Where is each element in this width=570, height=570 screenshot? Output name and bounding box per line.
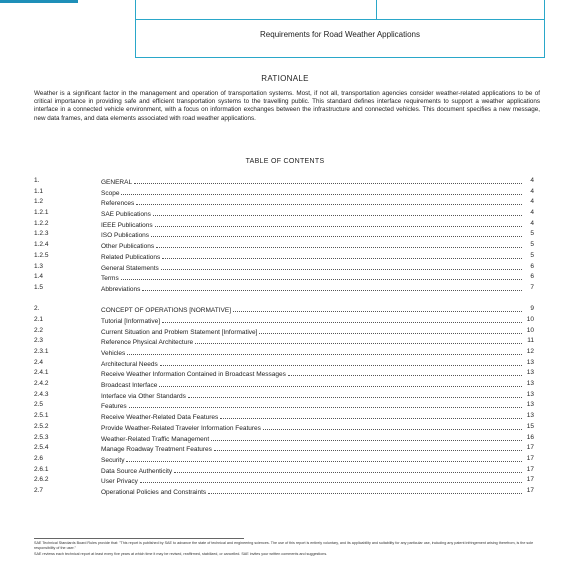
- toc-entry-leader: [101, 187, 522, 198]
- toc-entry-number: 2.6: [34, 454, 44, 462]
- footer-notice: [34, 541, 540, 558]
- toc-dot-leader: [160, 358, 522, 366]
- toc-entry-title: Operational Policies and Constraints: [101, 488, 207, 497]
- toc-dot-leader: [208, 486, 522, 494]
- toc-entry-number: 2.6.1: [34, 465, 49, 473]
- table-of-contents: [34, 176, 534, 497]
- toc-entry-leader: [101, 390, 522, 401]
- toc-dot-leader: [140, 475, 522, 483]
- toc-entry[interactable]: [34, 347, 534, 358]
- toc-entry[interactable]: [34, 433, 534, 444]
- toc-entry-number: 2.5.4: [34, 444, 49, 452]
- toc-entry-leader: [101, 433, 522, 444]
- toc-entry-number: 2.1: [34, 315, 44, 323]
- toc-entry-leader: [101, 443, 522, 454]
- toc-entry-title: Security: [101, 456, 125, 465]
- toc-entry-title: Features: [101, 402, 128, 411]
- toc-entry-title: ISO Publications: [101, 231, 150, 240]
- toc-entry-title: Other Publications: [101, 242, 155, 251]
- toc-entry-page: 13: [526, 412, 534, 420]
- toc-dot-leader: [195, 336, 522, 344]
- toc-dot-leader: [126, 454, 522, 462]
- toc-entry[interactable]: [34, 219, 534, 230]
- toc-entry-number: 2.2: [34, 326, 44, 334]
- toc-entry-title: Manage Roadway Treatment Features: [101, 445, 213, 454]
- toc-dot-leader: [161, 262, 522, 270]
- toc-dot-leader: [162, 251, 522, 259]
- toc-entry-page: 5: [530, 230, 534, 238]
- toc-entry-title: Tutorial [Informative]: [101, 317, 161, 326]
- toc-entry-number: 2.4.2: [34, 380, 49, 388]
- toc-entry-page: 17: [526, 476, 534, 484]
- toc-entry-number: 2.4.3: [34, 390, 49, 398]
- toc-entry-leader: [101, 315, 522, 326]
- toc-entry[interactable]: [34, 368, 534, 379]
- toc-entry-number: 1.1: [34, 187, 44, 195]
- toc-group-gap: [34, 294, 534, 305]
- toc-entry[interactable]: [34, 262, 534, 273]
- toc-entry-leader: [101, 336, 522, 347]
- toc-entry[interactable]: [34, 283, 534, 294]
- toc-entry[interactable]: [34, 358, 534, 369]
- toc-dot-leader: [151, 229, 522, 237]
- toc-entry-page: 17: [526, 486, 534, 494]
- toc-entry-page: 15: [526, 422, 534, 430]
- toc-entry-page: 6: [530, 262, 534, 270]
- toc-entry-leader: [101, 272, 522, 283]
- toc-dot-leader: [121, 272, 522, 280]
- toc-entry-leader: [101, 304, 522, 315]
- toc-dot-leader: [156, 240, 522, 248]
- toc-dot-leader: [153, 208, 522, 216]
- toc-entry-leader: [101, 368, 522, 379]
- toc-entry-title: User Privacy: [101, 477, 139, 486]
- toc-entry[interactable]: [34, 304, 534, 315]
- toc-entry-page: 10: [526, 315, 534, 323]
- toc-dot-leader: [263, 422, 522, 430]
- toc-dot-leader: [162, 315, 522, 323]
- toc-entry[interactable]: [34, 400, 534, 411]
- toc-dot-leader: [214, 443, 522, 451]
- toc-entry-page: 4: [530, 219, 534, 227]
- toc-entry-page: 13: [526, 390, 534, 398]
- toc-entry-page: 6: [530, 273, 534, 281]
- toc-entry-number: 1.: [34, 177, 40, 184]
- toc-entry-page: 17: [526, 444, 534, 452]
- toc-entry[interactable]: [34, 326, 534, 337]
- toc-entry-leader: [101, 283, 522, 294]
- toc-entry[interactable]: [34, 390, 534, 401]
- toc-dot-leader: [127, 347, 522, 355]
- toc-entry-page: 4: [530, 198, 534, 206]
- toc-entry[interactable]: [34, 465, 534, 476]
- toc-entry[interactable]: [34, 475, 534, 486]
- toc-entry-title: SAE Publications: [101, 210, 152, 219]
- toc-entry[interactable]: [34, 443, 534, 454]
- toc-entry-number: 2.5.2: [34, 422, 49, 430]
- toc-entry-number: 2.5.3: [34, 433, 49, 441]
- toc-entry-page: 9: [530, 305, 534, 313]
- toc-entry-number: 2.3: [34, 337, 44, 345]
- toc-entry-leader: [101, 240, 522, 251]
- toc-entry-page: 5: [530, 251, 534, 259]
- toc-entry[interactable]: [34, 229, 534, 240]
- toc-entry-title: Provide Weather-Related Traveler Information Features: [101, 424, 262, 433]
- toc-entry-title: CONCEPT OF OPERATIONS [NORMATIVE]: [101, 306, 232, 315]
- toc-entry-title: Architectural Needs: [101, 360, 159, 369]
- toc-entry-page: 4: [530, 187, 534, 195]
- toc-entry-page: 13: [526, 380, 534, 388]
- toc-entry-number: 2.4: [34, 358, 44, 366]
- toc-entry-title: GENERAL: [101, 178, 133, 187]
- toc-heading: TABLE OF CONTENTS: [245, 158, 325, 165]
- toc-entry-title: Current Situation and Problem Statement [Informative]: [101, 328, 258, 337]
- toc-entry-title: Scope: [101, 189, 120, 198]
- toc-entry[interactable]: [34, 422, 534, 433]
- toc-entry-title: Vehicles: [101, 349, 126, 358]
- toc-dot-leader: [188, 390, 522, 398]
- toc-entry-title: IEEE Publications: [101, 221, 154, 230]
- toc-entry-page: 17: [526, 454, 534, 462]
- document-title: Requirements for Road Weather Applications: [260, 30, 420, 39]
- toc-entry-number: 2.7: [34, 486, 44, 494]
- toc-entry-number: 1.2.2: [34, 219, 49, 227]
- toc-entry-number: 1.2.4: [34, 241, 49, 249]
- toc-entry-page: 4: [530, 177, 534, 184]
- toc-entry-title: Reference Physical Architecture: [101, 338, 194, 347]
- toc-entry-page: 16: [526, 433, 534, 441]
- toc-entry-number: 2.: [34, 305, 40, 313]
- footer-line-2: SAE reviews each technical report at least every five years at which time it may be revised, reaffirmed, stabilized, or cancelled. SAE invites your written comments and suggestions.: [34, 552, 328, 556]
- toc-entry-page: 13: [526, 358, 534, 366]
- toc-dot-leader: [220, 411, 522, 419]
- toc-entry-leader: [101, 229, 522, 240]
- rationale-heading: RATIONALE: [261, 74, 309, 83]
- toc-entry[interactable]: [34, 272, 534, 283]
- toc-entry-leader: [101, 262, 522, 273]
- header-top-row: [136, 0, 544, 20]
- toc-dot-leader: [129, 400, 522, 408]
- toc-dot-leader: [288, 368, 522, 376]
- toc-entry[interactable]: [34, 197, 534, 208]
- toc-entry-leader: [101, 475, 522, 486]
- toc-dot-leader: [121, 187, 522, 195]
- toc-dot-leader: [174, 465, 522, 473]
- footer-line-1: SAE Technical Standards Board Rules provide that: "This report is published by SAE to advance the state of technical and engineering sciences. The use of this report is entirely voluntary, and its applicability and suitability for any particular use, including any patent infringement arising therefrom, is the sole responsibility of the user.": [34, 541, 534, 550]
- toc-entry-page: 7: [530, 283, 534, 291]
- toc-entry-leader: [101, 358, 522, 369]
- toc-entry-number: 1.3: [34, 262, 44, 270]
- toc-entry[interactable]: [34, 208, 534, 219]
- toc-entry-page: 5: [530, 241, 534, 249]
- toc-dot-leader: [155, 219, 522, 227]
- toc-entry[interactable]: [34, 336, 534, 347]
- toc-entry-title: Data Source Authenticity: [101, 467, 173, 476]
- toc-entry-leader: [101, 176, 522, 187]
- toc-entry-page: 11: [527, 337, 534, 345]
- toc-entry-leader: [101, 379, 522, 390]
- header-divider: [376, 0, 377, 19]
- toc-dot-leader: [233, 304, 522, 312]
- toc-entry-leader: [101, 400, 522, 411]
- toc-entry[interactable]: [34, 315, 534, 326]
- toc-entry-title: References: [101, 199, 135, 208]
- toc-entry-leader: [101, 326, 522, 337]
- header-box: [135, 0, 545, 58]
- toc-dot-leader: [134, 176, 522, 184]
- toc-dot-leader: [211, 433, 522, 441]
- toc-entry[interactable]: [34, 240, 534, 251]
- toc-entry-number: 2.6.2: [34, 476, 49, 484]
- toc-entry-title: Receive Weather-Related Data Features: [101, 413, 219, 422]
- toc-dot-leader: [136, 197, 522, 205]
- toc-entry[interactable]: [34, 486, 534, 497]
- toc-entry-number: 1.2.3: [34, 230, 49, 238]
- toc-entry[interactable]: [34, 187, 534, 198]
- toc-entry-leader: [101, 411, 522, 422]
- toc-entry-number: 1.2.1: [34, 209, 49, 217]
- toc-entry-number: 1.5: [34, 283, 44, 291]
- toc-entry[interactable]: [34, 411, 534, 422]
- footer-rule: [34, 538, 244, 539]
- toc-entry-title: Interface via Other Standards: [101, 392, 187, 401]
- toc-entry-page: 10: [526, 326, 534, 334]
- toc-entry-leader: [101, 208, 522, 219]
- toc-entry-leader: [101, 251, 522, 262]
- toc-entry[interactable]: [34, 454, 534, 465]
- toc-entry-number: 2.5: [34, 401, 44, 409]
- toc-entry[interactable]: [34, 176, 534, 187]
- toc-dot-leader: [259, 326, 522, 334]
- toc-entry-leader: [101, 486, 522, 497]
- toc-entry-leader: [101, 219, 522, 230]
- toc-entry-title: General Statements: [101, 264, 160, 273]
- toc-entry-page: 17: [526, 465, 534, 473]
- toc-entry-leader: [101, 454, 522, 465]
- rationale-body: Weather is a significant factor in the management and operation of transportation systems. Most, if not all, transportation agencies consider weather-related applications to be of critical importance in providing safe and efficient transportation systems to the travelling public. This standard defines interface requirements to support a weather applications interface in a connected vehicle environment, with a focus on information exchanges between the infrastructure and connected vehicles. This document specifies a new message, new data frames, and data elements associated with road weather applications.: [34, 90, 540, 122]
- toc-entry-number: 2.4.1: [34, 369, 49, 377]
- toc-entry-page: 13: [526, 369, 534, 377]
- toc-entry-number: 2.5.1: [34, 412, 49, 420]
- toc-entry-page: 4: [530, 209, 534, 217]
- toc-entry-title: Abbreviations: [101, 285, 141, 294]
- corner-mark: [0, 0, 78, 3]
- toc-dot-leader: [159, 379, 522, 387]
- toc-entry-leader: [101, 422, 522, 433]
- toc-entry-title: Receive Weather Information Contained in Broadcast Messages: [101, 370, 287, 379]
- toc-entry-title: Related Publications: [101, 253, 161, 262]
- toc-entry-number: 1.2: [34, 198, 44, 206]
- toc-entry-page: 12: [526, 348, 534, 355]
- toc-entry[interactable]: [34, 251, 534, 262]
- toc-entry-leader: [101, 465, 522, 476]
- toc-entry-leader: [101, 197, 522, 208]
- toc-entry-title: Weather-Related Traffic Management: [101, 435, 210, 444]
- toc-entry-number: 2.3.1: [34, 348, 49, 355]
- toc-entry-title: Terms: [101, 274, 120, 283]
- toc-entry[interactable]: [34, 379, 534, 390]
- toc-entry-page: 13: [526, 401, 534, 409]
- toc-entry-leader: [101, 347, 522, 358]
- toc-entry-title: Broadcast Interface: [101, 381, 158, 390]
- toc-entry-number: 1.2.5: [34, 251, 49, 259]
- toc-entry-number: 1.4: [34, 273, 44, 281]
- toc-dot-leader: [142, 283, 522, 291]
